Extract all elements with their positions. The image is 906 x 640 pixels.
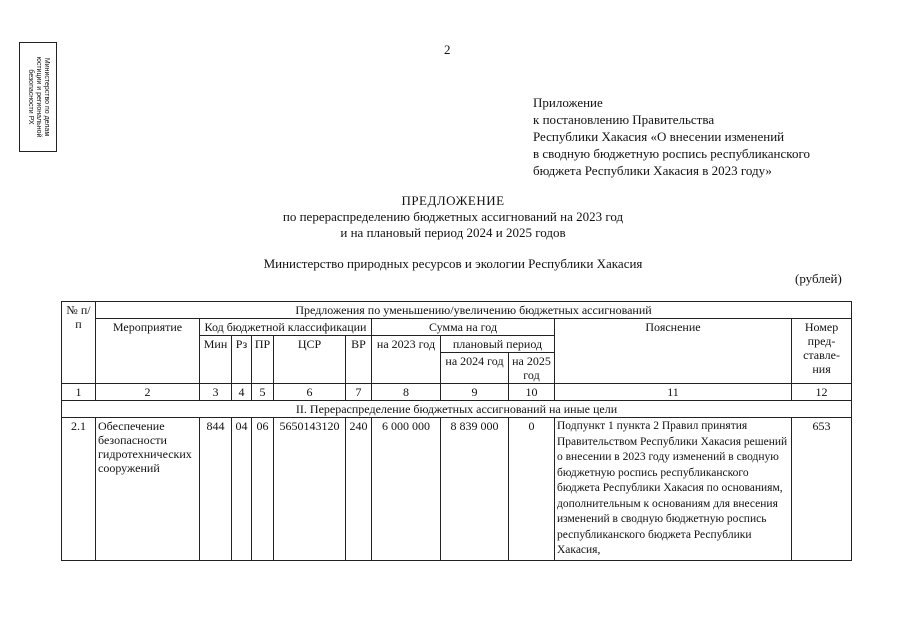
appendix-line: бюджета Республики Хакасия в 2023 году» xyxy=(533,163,772,178)
units-label: (рублей) xyxy=(795,271,842,286)
column-number: 7 xyxy=(346,384,372,401)
budget-table xyxy=(61,301,852,561)
header-year-2025: на 2025 год xyxy=(509,353,555,384)
title-line: по перераспределению бюджетных ассигнований на 2023 год xyxy=(282,209,624,224)
header-submission-number: Номер пред-ставле-ния xyxy=(792,319,852,384)
stamp-line: юстиции и региональной xyxy=(35,56,42,138)
row-explanation: Подпункт 1 пункта 2 Правил принятия Правительством Республики Хакасия решений о внесении в 2023 году изменений в сводную бюджетную роспись республиканского бюджета Республики Хакасия по основаниям, дополнительным к основаниям для внесения изменений в сводную бюджетную роспись республиканского бюджета Республики Хакасия, xyxy=(555,418,792,561)
section-row xyxy=(62,401,852,418)
stamp-line: безопасности РХ xyxy=(27,69,34,125)
column-number: 6 xyxy=(274,384,346,401)
column-number: 8 xyxy=(372,384,441,401)
ministry-name: Министерство природных ресурсов и экологии Республики Хакасия xyxy=(263,256,643,271)
row-rz: 04 xyxy=(232,418,252,561)
column-number: 9 xyxy=(441,384,509,401)
row-sum-2025: 0 xyxy=(509,418,555,561)
header-year-2024: на 2024 год xyxy=(441,353,509,384)
header-vr: ВР xyxy=(346,336,372,384)
row-csr: 5650143120 xyxy=(274,418,346,561)
header-rz: Рз xyxy=(232,336,252,384)
header-row xyxy=(62,319,852,336)
table-row xyxy=(62,418,852,561)
column-number: 10 xyxy=(509,384,555,401)
header-planned-period: плановый период xyxy=(441,336,555,353)
page-number: 2 xyxy=(444,42,451,57)
row-vr: 240 xyxy=(346,418,372,561)
appendix-note xyxy=(533,94,810,179)
stamp-text xyxy=(26,43,50,151)
column-number: 12 xyxy=(792,384,852,401)
title-heading: ПРЕДЛОЖЕНИЕ xyxy=(401,193,505,208)
header-event: Мероприятие xyxy=(96,319,200,384)
header-row xyxy=(62,302,852,319)
header-amount: Сумма на год xyxy=(372,319,555,336)
header-csr: ЦСР xyxy=(274,336,346,384)
appendix-line: Республики Хакасия «О внесении изменений xyxy=(533,129,785,144)
row-min: 844 xyxy=(200,418,232,561)
header-proposals: Предложения по уменьшению/увеличению бюджетных ассигнований xyxy=(96,302,852,319)
document-title xyxy=(0,193,906,241)
row-num: 2.1 xyxy=(62,418,96,561)
column-number-row xyxy=(62,384,852,401)
header-year-2023: на 2023 год xyxy=(372,336,441,384)
row-sum-2024: 8 839 000 xyxy=(441,418,509,561)
appendix-line: в сводную бюджетную роспись республиканского xyxy=(533,146,810,161)
column-number: 5 xyxy=(252,384,274,401)
registration-stamp xyxy=(19,42,57,152)
row-event: Обеспечение безопасности гидротехнических сооружений xyxy=(96,418,200,561)
section-title: II. Перераспределение бюджетных ассигнований на иные цели xyxy=(62,401,852,418)
stamp-line: Министерство по делам xyxy=(43,57,50,137)
appendix-line: Приложение xyxy=(533,95,603,110)
column-number: 3 xyxy=(200,384,232,401)
column-number: 2 xyxy=(96,384,200,401)
header-min: Мин xyxy=(200,336,232,384)
header-num: № п/п xyxy=(62,302,96,384)
column-number: 4 xyxy=(232,384,252,401)
row-pr: 06 xyxy=(252,418,274,561)
header-explanation: Пояснение xyxy=(555,319,792,384)
row-submission: 653 xyxy=(792,418,852,561)
appendix-line: к постановлению Правительства xyxy=(533,112,715,127)
header-budget-code: Код бюджетной классификации xyxy=(200,319,372,336)
title-line: и на плановый период 2024 и 2025 годов xyxy=(340,225,566,240)
header-pr: ПР xyxy=(252,336,274,384)
column-number: 1 xyxy=(62,384,96,401)
column-number: 11 xyxy=(555,384,792,401)
row-sum-2023: 6 000 000 xyxy=(372,418,441,561)
